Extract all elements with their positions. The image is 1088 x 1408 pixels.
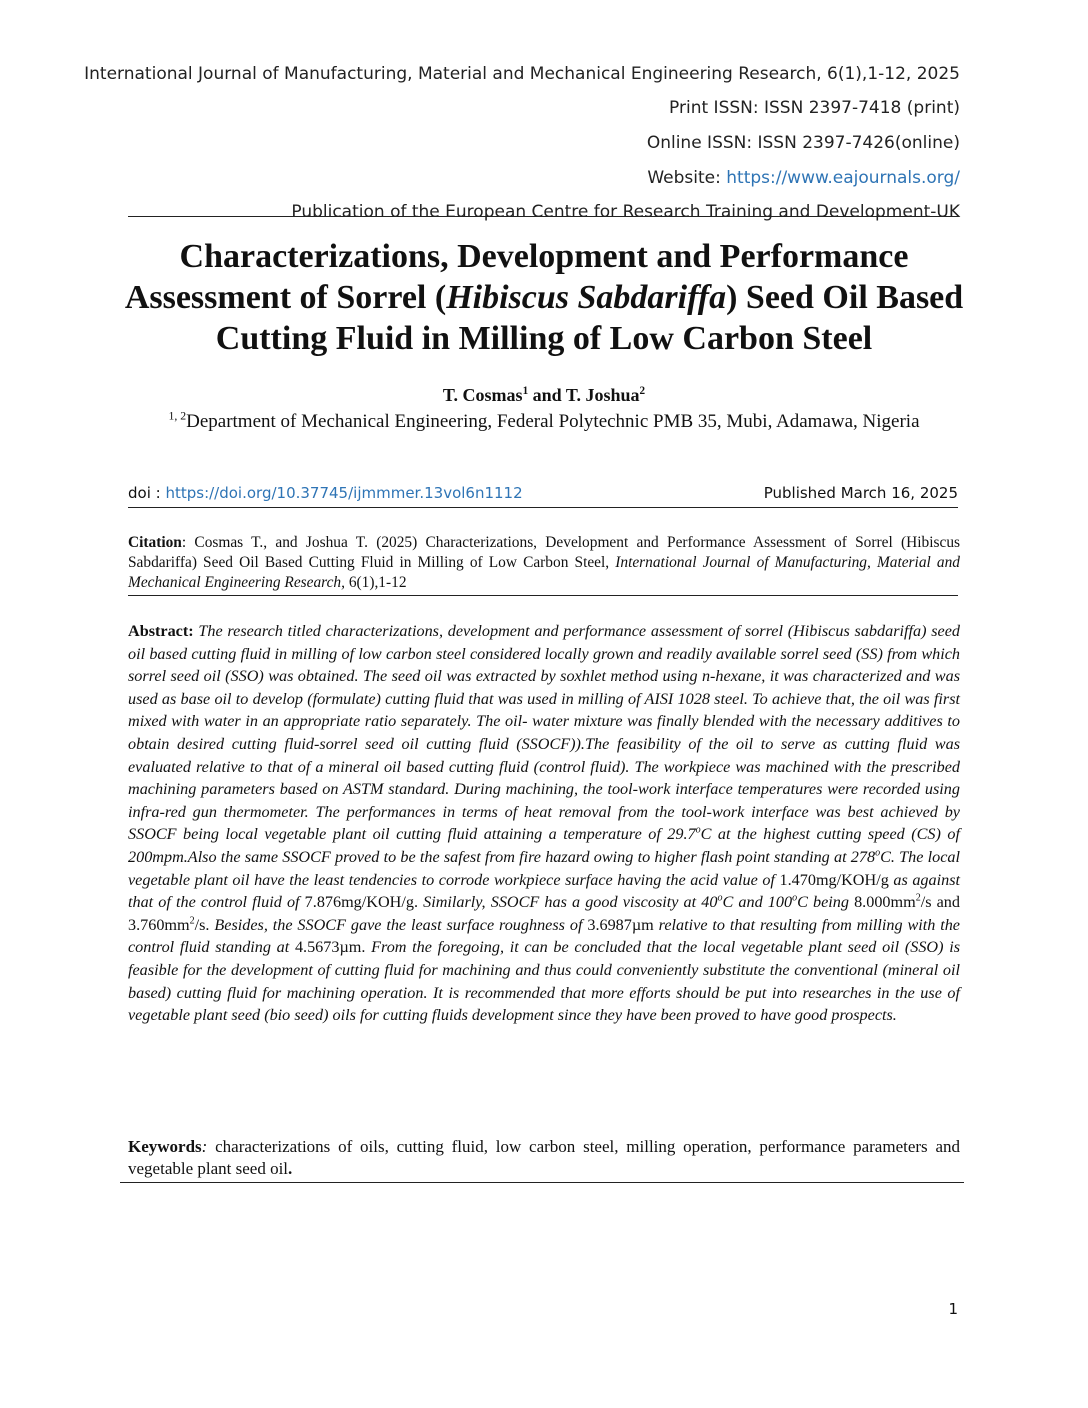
author-1: T. Cosmas [442, 385, 523, 405]
abstract-label: Abstract: [128, 622, 194, 640]
affiliation [140, 409, 948, 434]
doi-link[interactable]: https://doi.org/10.37745/ijmmmer.13vol6n1112 [165, 484, 523, 502]
abstract [128, 620, 960, 1027]
abstract-value: 3.6987µm [587, 915, 654, 934]
degree-mark: o [695, 824, 701, 836]
citation [128, 533, 960, 593]
print-issn: Print ISSN: ISSN 2397-7418 (print) [669, 98, 960, 118]
keywords-label: Keywords [128, 1137, 202, 1156]
publisher-line: Publication of the European Centre for Research Training and Development-UK [291, 202, 960, 222]
keywords [128, 1136, 960, 1180]
keywords-end: . [288, 1159, 293, 1178]
degree-mark: o [875, 847, 881, 859]
paper-title [110, 236, 978, 359]
published-date: Published March 16, 2025 [763, 484, 958, 502]
abstract-value: /s. [194, 915, 210, 934]
author-2: T. Joshua [565, 385, 640, 405]
title-species: Hibiscus Sabdariffa [446, 279, 727, 316]
citation-journal: International Journal of Manufacturing, Material and Mechanical Engineering Research, [128, 554, 960, 591]
journal-line: International Journal of Manufacturing, Material and Mechanical Engineering Research, 6(1),1-12, 2025 [84, 64, 960, 84]
keywords-rule [120, 1182, 964, 1183]
citation-label: Citation [128, 534, 182, 551]
abstract-text: From the foregoing, it can be concluded that the local vegetable plant seed oil (SSO) is feasible for the development of cutting fluid for machining and thus could conveniently substitute the conventional (mineral oil based) cutting fluid for machining operation. It is recommended that more efforts should be put into researches in the use of vegetable plant seed (bio seed) oils for cutting fluids development since they have been proved to have good prospects. [128, 938, 960, 1025]
author-1-sup: 1 [522, 385, 529, 397]
abstract-text: Similarly, SSOCF has a good viscosity at 40 [417, 893, 718, 912]
squared-mark: 2 [189, 915, 195, 927]
degree-mark: o [792, 892, 798, 904]
abstract-value: /s and 3.760mm [128, 893, 960, 934]
doi-label: doi : [128, 484, 166, 502]
abstract-text: C at the highest cutting speed (CS) of 200mpm.Also the same SSOCF proved to be the safest from fire hazard owing to higher flash point standing at 278 [128, 825, 960, 866]
abstract-text: as against that of the control fluid of [128, 870, 960, 912]
affiliation-sup: 1, 2 [168, 409, 187, 423]
citation-text: : Cosmas T., and Joshua T. (2025) Characterizations, Development and Performance Assessment of Sorrel (Hibiscus Sabdariffa) Seed Oil Based Cutting Fluid in Milling of Low Carbon Steel, [128, 534, 960, 571]
author-2-sup: 2 [639, 385, 646, 397]
author-and: and [528, 385, 566, 405]
doi-rule [128, 507, 958, 508]
degree-mark: o [717, 892, 723, 904]
abstract-text: The research titled characterizations, development and performance assessment of sorrel (Hibiscus sabdariffa) seed oil based cutting fluid in milling of low carbon steel considered locally grown and readily available sorrel seed (SS) from which sorrel seed oil (SSO) was obtained. The seed oil was extracted by soxhlet method using n-hexane, it was characterized and was used as base oil to develop (formulate) cutting fluid that was used in milling of AISI 1028 steel. To achieve that, the oil was first mixed with water in an appropriate ratio separately. The oil- water mixture was finally blended with the necessary additives to obtain desired cutting fluid-sorrel seed oil cutting fluid (SSOCF)).The feasibility of the oil to serve as cutting fluid was evaluated relative to that of a mineral oil based cutting fluid (control fluid). The workpiece was machined with the prescribed machining parameters based on ASTM standard. During machining, the tool-work interface temperatures were recorded using infra-red gun thermometer. The performances in terms of heat removal from the tool-work interface was best achieved by SSOCF being local vegetable plant oil cutting fluid attaining a temperature of 29.7 [128, 622, 960, 844]
abstract-value: 1.470mg/KOH/g [779, 870, 889, 889]
website-label: Website: [647, 168, 727, 188]
title-part-1: Characterizations, Development and Performance Assessment of Sorrel ( [124, 238, 909, 316]
abstract-value: 8.000mm [854, 893, 916, 912]
page-number: 1 [948, 1300, 958, 1318]
website-link[interactable]: https://www.eajournals.org/ [726, 168, 960, 188]
abstract-value: 4.5673µm. [294, 938, 366, 957]
abstract-text: C being [797, 893, 855, 912]
abstract-text: C. The local vegetable plant oil have the least tendencies to corrode workpiece surface having the acid value of [128, 847, 961, 889]
abstract-value: 7.876mg/KOH/g. [304, 893, 418, 912]
authors [0, 385, 1088, 406]
title-part-2: ) Seed Oil Based Cutting Fluid in Milling of Low Carbon Steel [215, 279, 964, 357]
keywords-text: characterizations of oils, cutting fluid, low carbon steel, milling operation, performance parameters and vegetable plant seed oil [128, 1137, 960, 1178]
abstract-text: relative to that resulting from milling with the control fluid standing at [128, 915, 960, 957]
citation-volume: 6(1),1-12 [344, 574, 407, 591]
affiliation-text: Department of Mechanical Engineering, Federal Polytechnic PMB 35, Mubi, Adamawa, Nigeria [186, 411, 920, 432]
citation-rule [128, 595, 958, 596]
squared-mark: 2 [915, 892, 921, 904]
online-issn: Online ISSN: ISSN 2397-7426(online) [646, 133, 960, 153]
keywords-colon: : [201, 1137, 208, 1156]
doi-row [128, 484, 958, 502]
abstract-text: Besides, the SSOCF gave the least surface roughness of [209, 915, 588, 934]
website-line [647, 168, 960, 188]
abstract-text: C and 100 [722, 893, 793, 912]
